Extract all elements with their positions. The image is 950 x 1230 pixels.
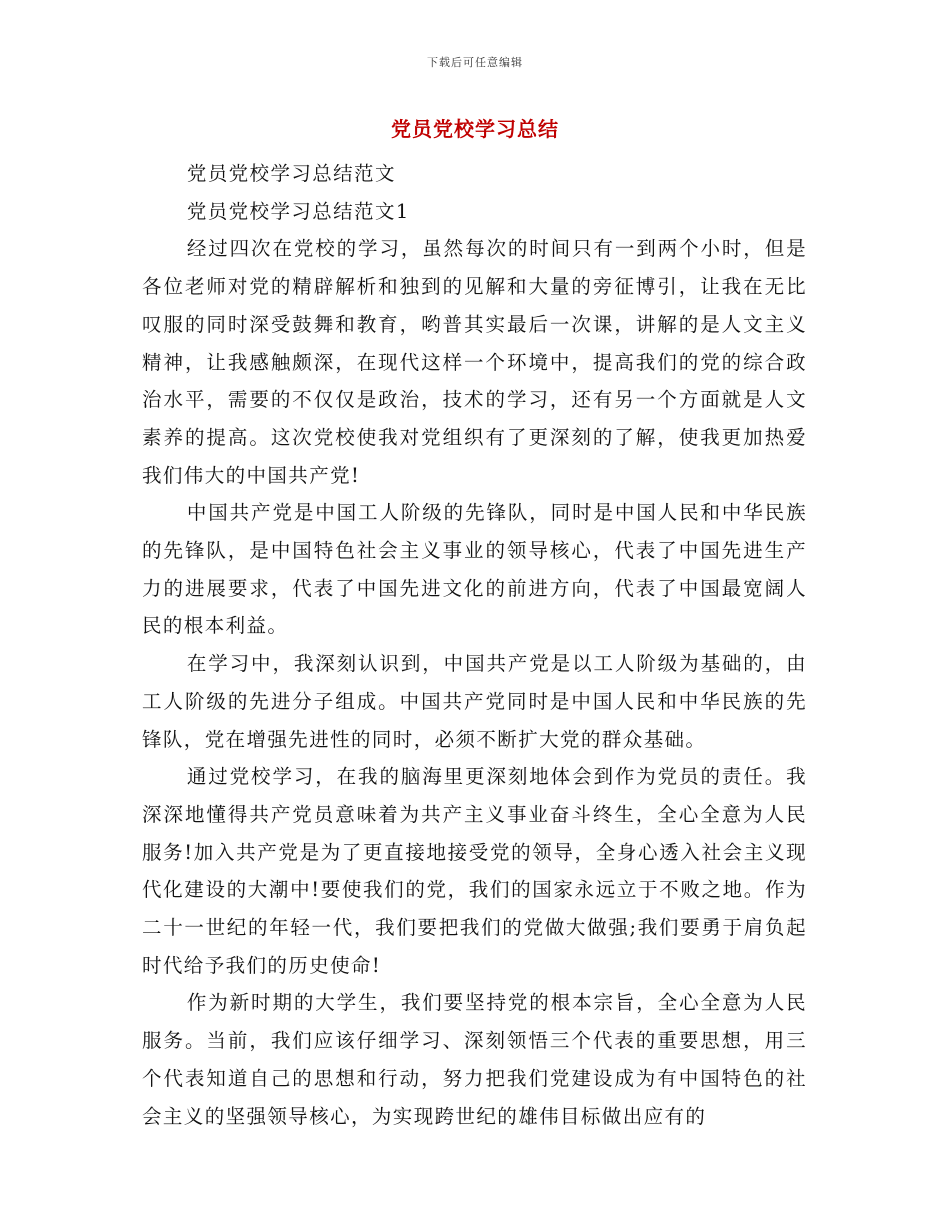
paragraph: 经过四次在党校的学习，虽然每次的时间只有一到两个小时，但是各位老师对党的精辟解析和独到的见解和大量的旁征博引，让我在无比叹服的同时深受鼓舞和教育，哟普其实最后一次课，讲解的是人文主义精神，让我感触颇深，在现代这样一个环境中，提高我们的党的综合政治水平，需要的不仅仅是政治，技术的学习，还有另一个方面就是人文素养的提高。这次党校使我对党组织有了更深刻的了解，使我更加热爱我们伟大的中国共产党! xyxy=(142,237,807,487)
header-note: 下载后可任意编辑 xyxy=(427,56,523,69)
paragraph: 通过党校学习，在我的脑海里更深刻地体会到作为党员的责任。我深深地懂得共产党员意味着为共产主义事业奋斗终生，全心全意为人民服务!加入共产党是为了更直接地接受党的领导，全身心透入社会主义现代化建设的大潮中!要使我们的党，我们的国家永远立于不败之地。作为二十一世纪的年轻一代，我们要把我们的党做大做强;我们要勇于肩负起时代给予我们的历史使命! xyxy=(142,765,807,977)
paragraph: 在学习中，我深刻认识到，中国共产党是以工人阶级为基础的，由工人阶级的先进分子组成。中国共产党同时是中国人民和中华民族的先锋队，党在增强先进性的同时，必须不断扩大党的群众基础。 xyxy=(142,652,807,751)
document-body xyxy=(142,155,807,1135)
paragraph: 中国共产党是中国工人阶级的先锋队，同时是中国人民和中华民族的先锋队，是中国特色社会主义事业的领导核心，代表了中国先进生产力的进展要求，代表了中国先进文化的前进方向，代表了中国最宽阔人民的根本利益。 xyxy=(142,501,807,638)
paragraph-subtitle-1: 党员党校学习总结范文1 xyxy=(186,199,410,223)
document-title: 党员党校学习总结 xyxy=(391,117,559,141)
paragraph: 作为新时期的大学生，我们要坚持党的根本宗旨，全心全意为人民服务。当前，我们应该仔细学习、深刻领悟三个代表的重要思想，用三个代表知道自己的思想和行动，努力把我们党建设成为有中国特色的社会主义的坚强领导核心，为实现跨世纪的雄伟目标做出应有的 xyxy=(142,991,807,1128)
paragraph-subtitle: 党员党校学习总结范文 xyxy=(186,162,396,185)
